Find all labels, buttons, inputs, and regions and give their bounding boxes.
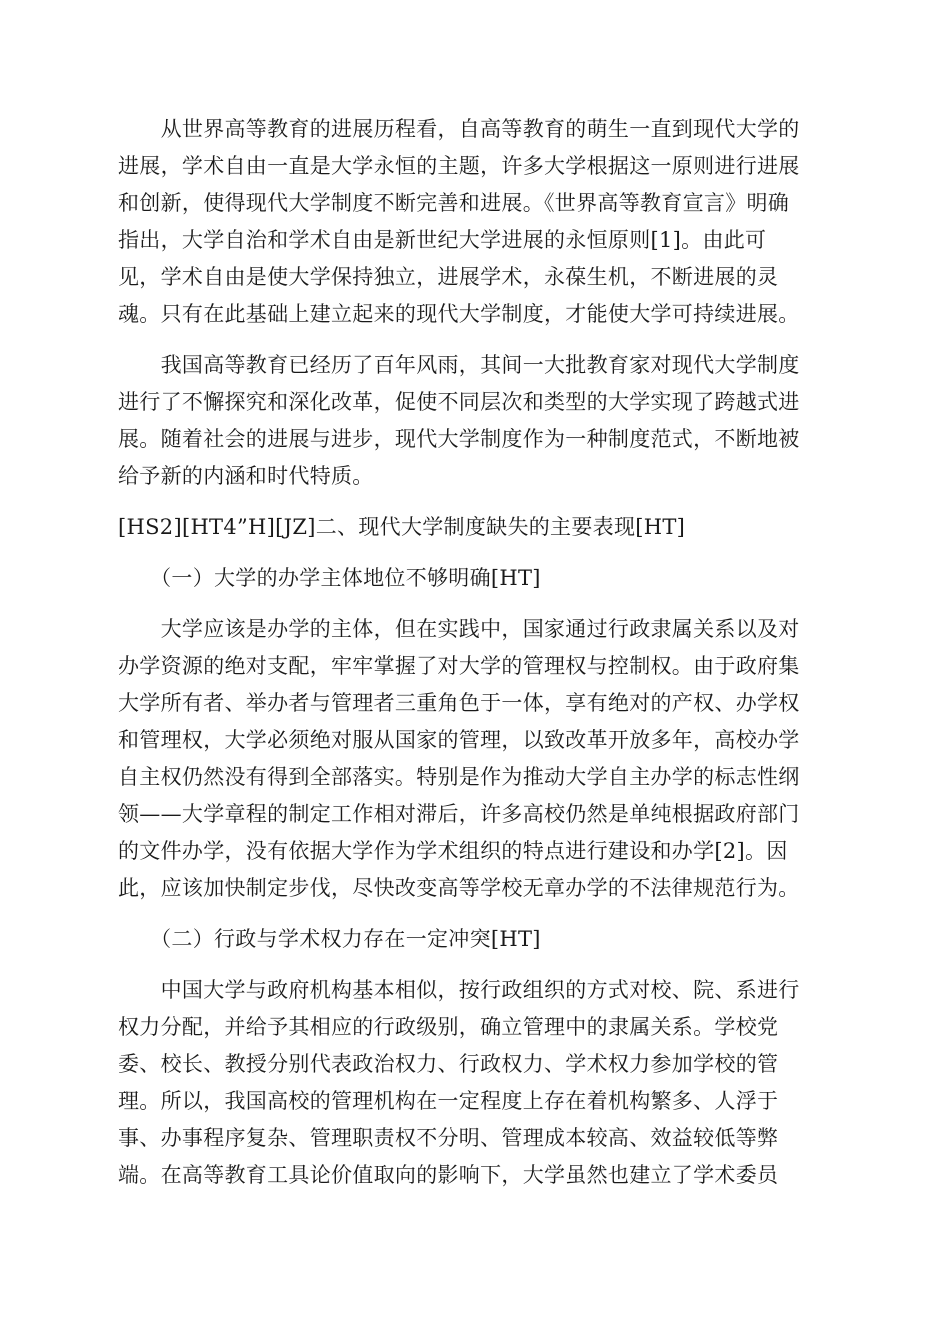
text-line: 此，应该加快制定步伐，尽快改变高等学校无章办学的不法律规范行为。	[118, 876, 800, 900]
paragraph-admin-vs-academic	[118, 972, 834, 1194]
heading-line: （二）行政与学术权力存在一定冲突[HT]	[118, 927, 541, 951]
paragraph-gap	[118, 907, 834, 921]
text-line: 见，学术自由是使大学保持独立，进展学术，永葆生机，不断进展的灵	[118, 265, 779, 289]
text-line: 和管理权，大学必须绝对服从国家的管理，以致改革开放多年，高校办学	[118, 728, 800, 752]
text-line: 委、校长、教授分别代表政治权力、行政权力、学术权力参加学校的管	[118, 1052, 779, 1076]
text-line: 展。随着社会的进展与进步，现代大学制度作为一种制度范式，不断地被	[118, 427, 800, 451]
text-line: 事、办事程序复杂、管理职责权不分明、管理成本较高、效益较低等弊	[118, 1126, 779, 1150]
paragraph-gap	[118, 546, 834, 560]
text-line: 进展，学术自由一直是大学永恒的主题，许多大学根据这一原则进行进展	[118, 154, 800, 178]
heading-line: [HS2][HT4”H][JZ]二、现代大学制度缺失的主要表现[HT]	[118, 515, 686, 539]
paragraph-china-history	[118, 347, 834, 495]
text-line: 大学所有者、举办者与管理者三重角色于一体，享有绝对的产权、办学权	[118, 691, 800, 715]
paragraph-gap	[118, 333, 834, 347]
subsection-heading-2	[118, 921, 834, 958]
paragraph-gap	[118, 958, 834, 972]
text-line: 自主权仍然没有得到全部落实。特别是作为推动大学自主办学的标志性纲	[118, 765, 800, 789]
subsection-heading-1	[118, 560, 834, 597]
text-line: 进行了不懈探究和深化改革，促使不同层次和类型的大学实现了跨越式进	[118, 390, 800, 414]
section-heading	[118, 509, 834, 546]
text-line: 指出，大学自治和学术自由是新世纪大学进展的永恒原则[1]。由此可	[118, 228, 767, 252]
paragraph-gap	[118, 597, 834, 611]
text-line: 端。在高等教育工具论价值取向的影响下，大学虽然也建立了学术委员	[118, 1163, 779, 1187]
text-line: 领——大学章程的制定工作相对滞后，许多高校仍然是单纯根据政府部门	[118, 802, 800, 826]
text-line: 办学资源的绝对支配，牢牢掌握了对大学的管理权与控制权。由于政府集	[118, 654, 800, 678]
text-line: 理。所以，我国高校的管理机构在一定程度上存在着机构繁多、人浮于	[118, 1089, 779, 1113]
text-line: 的文件办学，没有依据大学作为学术组织的特点进行建设和办学[2]。因	[118, 839, 788, 863]
text-line: 和创新，使得现代大学制度不断完善和进展。《世界高等教育宣言》明确	[118, 191, 790, 215]
text-line: 给予新的内涵和时代特质。	[118, 464, 374, 488]
text-line: 我国高等教育已经历了百年风雨，其间一大批教育家对现代大学制度	[118, 353, 800, 377]
heading-line: （一）大学的办学主体地位不够明确[HT]	[118, 566, 541, 590]
text-line: 大学应该是办学的主体，但在实践中，国家通过行政隶属关系以及对	[118, 617, 800, 641]
text-line: 从世界高等教育的进展历程看，自高等教育的萌生一直到现代大学的	[118, 117, 800, 141]
paragraph-gap	[118, 495, 834, 509]
text-line: 权力分配，并给予其相应的行政级别，确立管理中的隶属关系。学校党	[118, 1015, 779, 1039]
paragraph-school-autonomy	[118, 611, 834, 907]
text-line: 中国大学与政府机构基本相似，按行政组织的方式对校、院、系进行	[118, 978, 800, 1002]
document-body	[118, 111, 834, 1194]
paragraph-academic-freedom	[118, 111, 834, 333]
text-line: 魂。只有在此基础上建立起来的现代大学制度，才能使大学可持续进展。	[118, 302, 800, 326]
